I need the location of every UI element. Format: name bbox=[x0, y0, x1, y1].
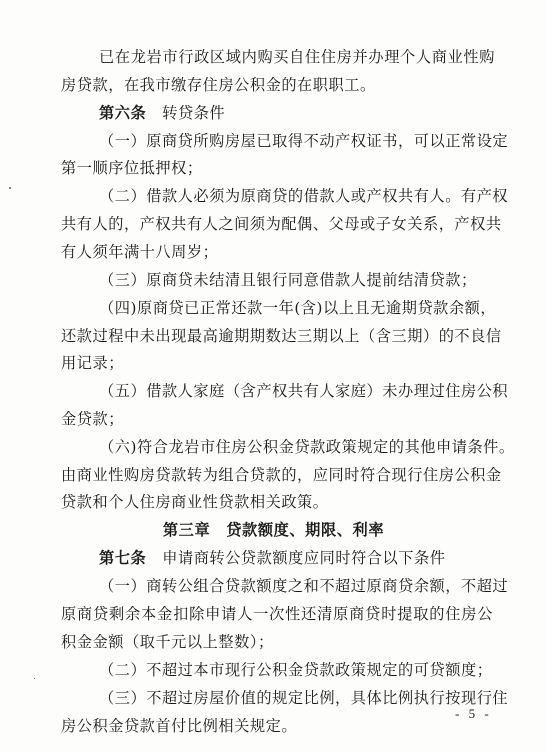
body-line-13: 金贷款； bbox=[61, 410, 124, 428]
body-line-18: 原商贷剩余本金扣除申请人一次性还清原商贷时提取的住房公 bbox=[61, 605, 493, 623]
body-line-9: （四)原商贷已正常还款一年(含)以上且无逾期贷款余额， bbox=[99, 299, 497, 317]
body-line-11: 用记录； bbox=[61, 354, 124, 372]
body-line-20: （二）不超过本市现行公积金贷款政策规定的可贷额度； bbox=[99, 661, 493, 679]
body-line-7: 有人须年满十八周岁； bbox=[61, 243, 219, 261]
body-line-21: （三）不超过房屋价值的规定比例，具体比例执行按现行住 bbox=[99, 689, 509, 707]
chapter-3-text: 贷款额度、期限、利率 bbox=[226, 521, 385, 539]
body-line-2: 房贷款，在我市缴存住房公积金的在职职工。 bbox=[61, 76, 376, 94]
body-line-14: （六)符合龙岩市住房公积金贷款政策规定的其他申请条件。 bbox=[99, 438, 515, 456]
chapter-3-title: 第三章 bbox=[162, 521, 211, 539]
body-line-17: （一）商转公组合贷款额度之和不超过原商贷余额，不超过 bbox=[99, 577, 509, 595]
chapter-3-heading bbox=[0, 520, 547, 540]
page-number: - 5 - bbox=[455, 706, 492, 721]
article-7-heading bbox=[99, 548, 495, 568]
body-line-5: （二）借款人必须为原商贷的借款人或产权共有人。有产权 bbox=[99, 187, 509, 205]
scan-speck bbox=[34, 678, 35, 679]
body-line-1: 已在龙岩市行政区域内购买自住住房并办理个人商业性购 bbox=[99, 48, 495, 66]
body-line-4: 第一顺序位抵押权； bbox=[61, 159, 203, 177]
article-6-text: 转贷条件 bbox=[162, 104, 226, 122]
body-line-10: 还款过程中未出现最高逾期期数达三期以上（含三期）的不良信 bbox=[61, 327, 502, 345]
body-line-16: 贷款和个人住房商业性贷款相关政策。 bbox=[61, 493, 329, 511]
article-7-text: 申请商转公贷款额度应同时符合以下条件 bbox=[162, 549, 446, 567]
article-6-title: 第六条 bbox=[99, 104, 147, 122]
article-7-title: 第七条 bbox=[99, 549, 147, 567]
body-line-15: 由商业性购房贷款转为组合贷款的，应同时符合现行住房公积金 bbox=[61, 466, 502, 484]
body-line-19: 积金金额（取千元以上整数）； bbox=[61, 633, 274, 651]
body-line-8: （三）原商贷未结清且银行同意借款人提前结清贷款； bbox=[99, 271, 477, 289]
article-6-heading bbox=[99, 103, 495, 123]
scan-speck bbox=[9, 187, 11, 189]
body-line-6: 共有人的，产权共有人之间须为配偶、父母或子女关系，产权共 bbox=[61, 215, 502, 233]
body-line-12: （五）借款人家庭（含产权共有人家庭）未办理过住房公积 bbox=[99, 382, 509, 400]
body-line-3: （一）原商贷所购房屋已取得不动产权证书，可以正常设定 bbox=[99, 132, 509, 150]
body-line-22: 房公积金贷款首付比例相关规定。 bbox=[61, 717, 298, 735]
